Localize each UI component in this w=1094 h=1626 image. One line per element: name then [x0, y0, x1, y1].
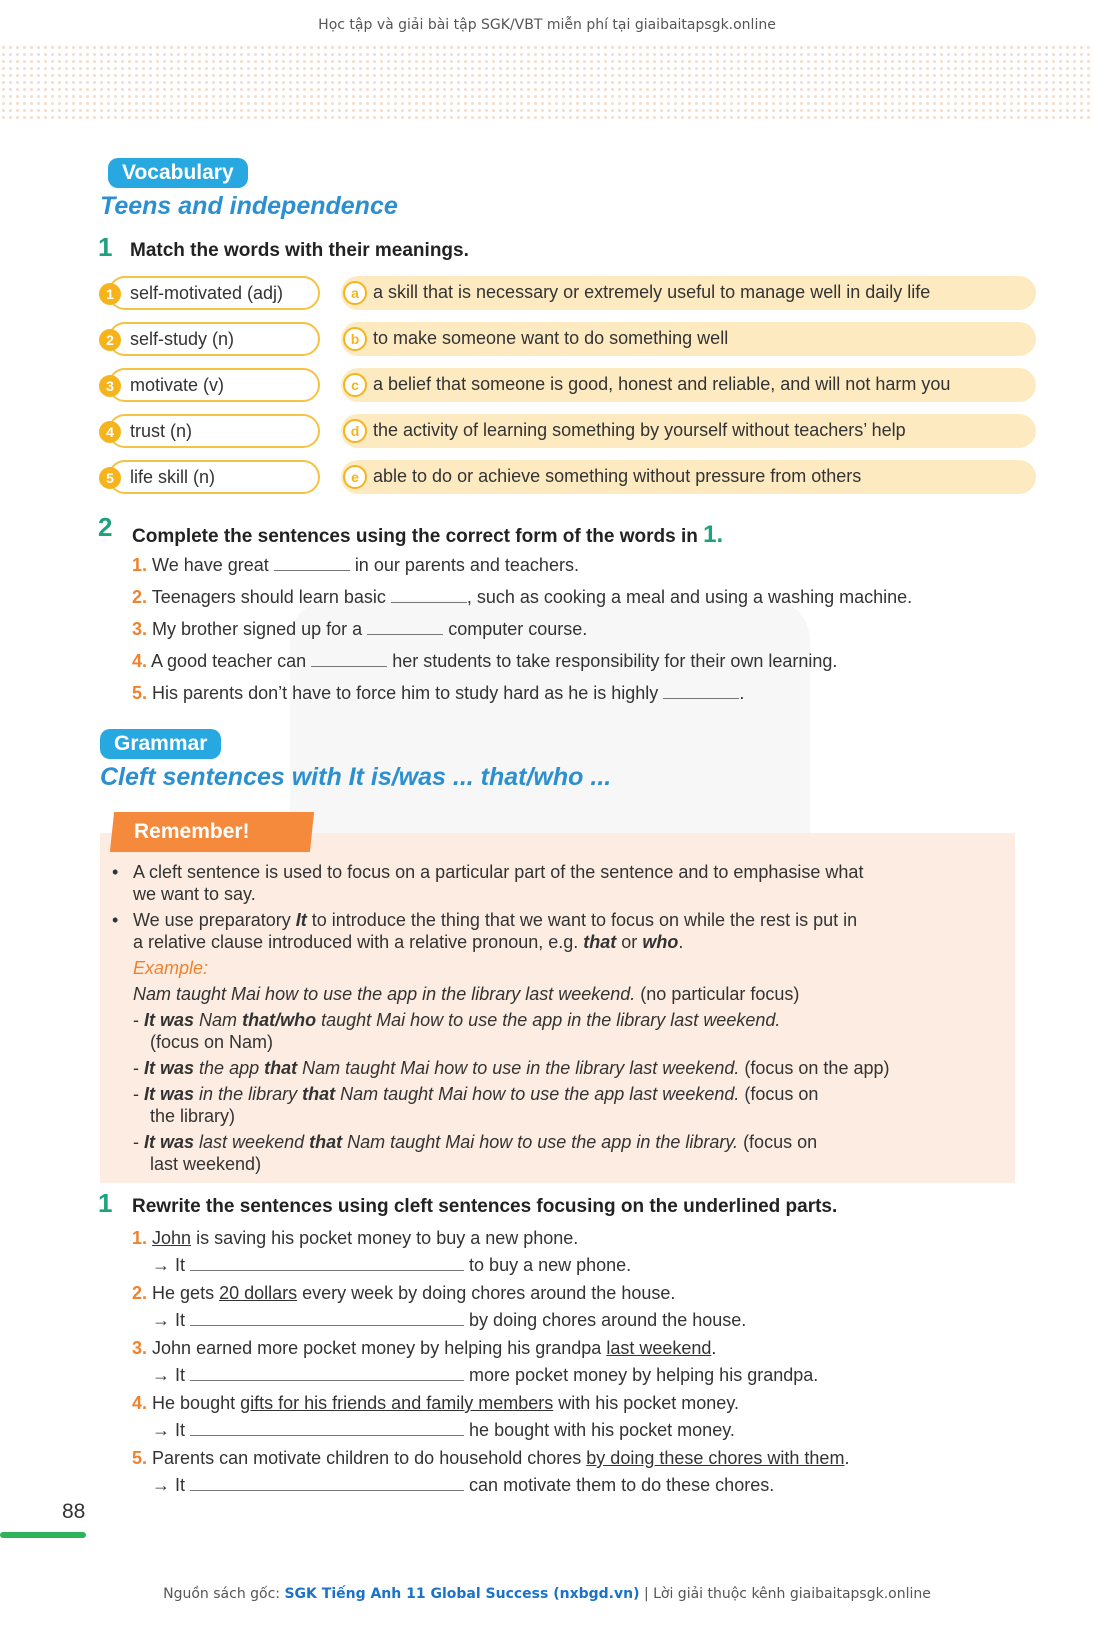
rewrite-sentence: 3. John earned more pocket money by helping his grandpa last weekend.	[132, 1338, 717, 1358]
meaning-item: b to make someone want to do something well	[341, 322, 1036, 356]
word-item: 4 trust (n)	[108, 414, 320, 448]
exercise-number: 2	[98, 512, 113, 542]
bullet-icon: •	[112, 910, 119, 930]
page-number: 88	[62, 1500, 86, 1523]
page-accent-bar	[0, 1532, 86, 1538]
rewrite-sentence: 1. John is saving his pocket money to buy a new phone.	[132, 1228, 579, 1248]
answer-blank[interactable]	[311, 650, 387, 667]
vocabulary-pill: Vocabulary	[108, 158, 248, 188]
example-note: last weekend)	[150, 1154, 262, 1174]
answer-blank[interactable]	[663, 682, 739, 699]
example-item: - It was the app that Nam taught Mai how to use in the library last weekend. (focus on the app)	[133, 1058, 890, 1078]
rewrite-answer: → It by doing chores around the house.	[152, 1310, 747, 1330]
remember-text: we want to say.	[133, 884, 256, 904]
sentence-item: 4. A good teacher can her students to take responsibility for their own learning.	[132, 651, 838, 671]
answer-blank[interactable]	[190, 1419, 464, 1436]
exercise-number: 1	[98, 232, 113, 262]
answer-blank[interactable]	[190, 1254, 464, 1271]
rewrite-sentence: 4. He bought gifts for his friends and family members with his pocket money.	[132, 1393, 739, 1413]
example-item: - It was Nam that/who taught Mai how to use the app in the library last weekend.	[133, 1010, 781, 1030]
meaning-item: d the activity of learning something by yourself without teachers’ help	[341, 414, 1036, 448]
example-base: Nam taught Mai how to use the app in the library last weekend. (no particular focus)	[133, 984, 800, 1004]
exercise-instruction: Rewrite the sentences using cleft sentences focusing on the underlined parts.	[132, 1196, 838, 1217]
answer-blank[interactable]	[391, 586, 467, 603]
remember-text: a relative clause introduced with a relative pronoun, e.g. that or who.	[133, 932, 684, 952]
example-note: (focus on Nam)	[150, 1032, 274, 1052]
header-text: Học tập và giải bài tập SGK/VBT miễn phí tại giaibaitapsgk.online	[318, 17, 776, 33]
arrow-icon: → It	[152, 1365, 186, 1385]
remember-tag: Remember!	[110, 812, 314, 852]
arrow-icon: → It	[152, 1420, 186, 1440]
rewrite-answer: → It more pocket money by helping his grandpa.	[152, 1365, 819, 1385]
word-item: 5 life skill (n)	[108, 460, 320, 494]
answer-blank[interactable]	[190, 1364, 464, 1381]
example-note: the library)	[150, 1106, 236, 1126]
meaning-item: c a belief that someone is good, honest and reliable, and will not harm you	[341, 368, 1036, 402]
rewrite-sentence: 2. He gets 20 dollars every week by doing chores around the house.	[132, 1283, 676, 1303]
arrow-icon: → It	[152, 1310, 186, 1330]
answer-blank[interactable]	[274, 554, 350, 571]
sentence-item: 2. Teenagers should learn basic , such as cooking a meal and using a washing machine.	[132, 587, 913, 607]
bullet-icon: •	[112, 862, 119, 882]
vocabulary-title: Teens and independence	[100, 192, 398, 220]
example-label: Example:	[133, 958, 209, 978]
dotted-banner	[0, 44, 1094, 122]
word-item: 1 self-motivated (adj)	[108, 276, 320, 310]
exercise-number: 1	[98, 1188, 113, 1218]
exercise-instruction: Match the words with their meanings.	[130, 240, 469, 261]
sentence-item: 3. My brother signed up for a computer course.	[132, 619, 588, 639]
rewrite-answer: → It can motivate them to do these chores.	[152, 1475, 775, 1495]
word-item: 3 motivate (v)	[108, 368, 320, 402]
arrow-icon: → It	[152, 1475, 186, 1495]
page-header	[0, 0, 1094, 42]
answer-blank[interactable]	[367, 618, 443, 635]
remember-text: A cleft sentence is used to focus on a particular part of the sentence and to emphasise what	[133, 862, 864, 882]
example-item: - It was in the library that Nam taught Mai how to use the app last weekend. (focus on	[133, 1084, 819, 1104]
rewrite-answer: → It to buy a new phone.	[152, 1255, 632, 1275]
meaning-item: e able to do or achieve something without pressure from others	[341, 460, 1036, 494]
exercise-instruction: Complete the sentences using the correct form of the words in 1.	[132, 521, 724, 548]
arrow-icon: → It	[152, 1255, 186, 1275]
example-item: - It was last weekend that Nam taught Mai how to use the app in the library. (focus on	[133, 1132, 818, 1152]
grammar-title: Cleft sentences with It is/was ... that/who ...	[100, 763, 612, 791]
grammar-pill: Grammar	[100, 729, 221, 759]
page-footer: Nguồn sách gốc: SGK Tiếng Anh 11 Global Success (nxbgd.vn) | Lời giải thuộc kênh giaibaitapsgk.online	[163, 1586, 931, 1602]
sentence-item: 5. His parents don’t have to force him to study hard as he is highly .	[132, 683, 745, 703]
sentence-item: 1. We have great in our parents and teachers.	[132, 555, 579, 575]
rewrite-sentence: 5. Parents can motivate children to do household chores by doing these chores with them.	[132, 1448, 850, 1468]
word-item: 2 self-study (n)	[108, 322, 320, 356]
answer-blank[interactable]	[190, 1309, 464, 1326]
meaning-item: a a skill that is necessary or extremely useful to manage well in daily life	[341, 276, 1036, 310]
rewrite-answer: → It he bought with his pocket money.	[152, 1420, 735, 1440]
answer-blank[interactable]	[190, 1474, 464, 1491]
remember-text: We use preparatory It to introduce the thing that we want to focus on while the rest is put in	[133, 910, 858, 930]
